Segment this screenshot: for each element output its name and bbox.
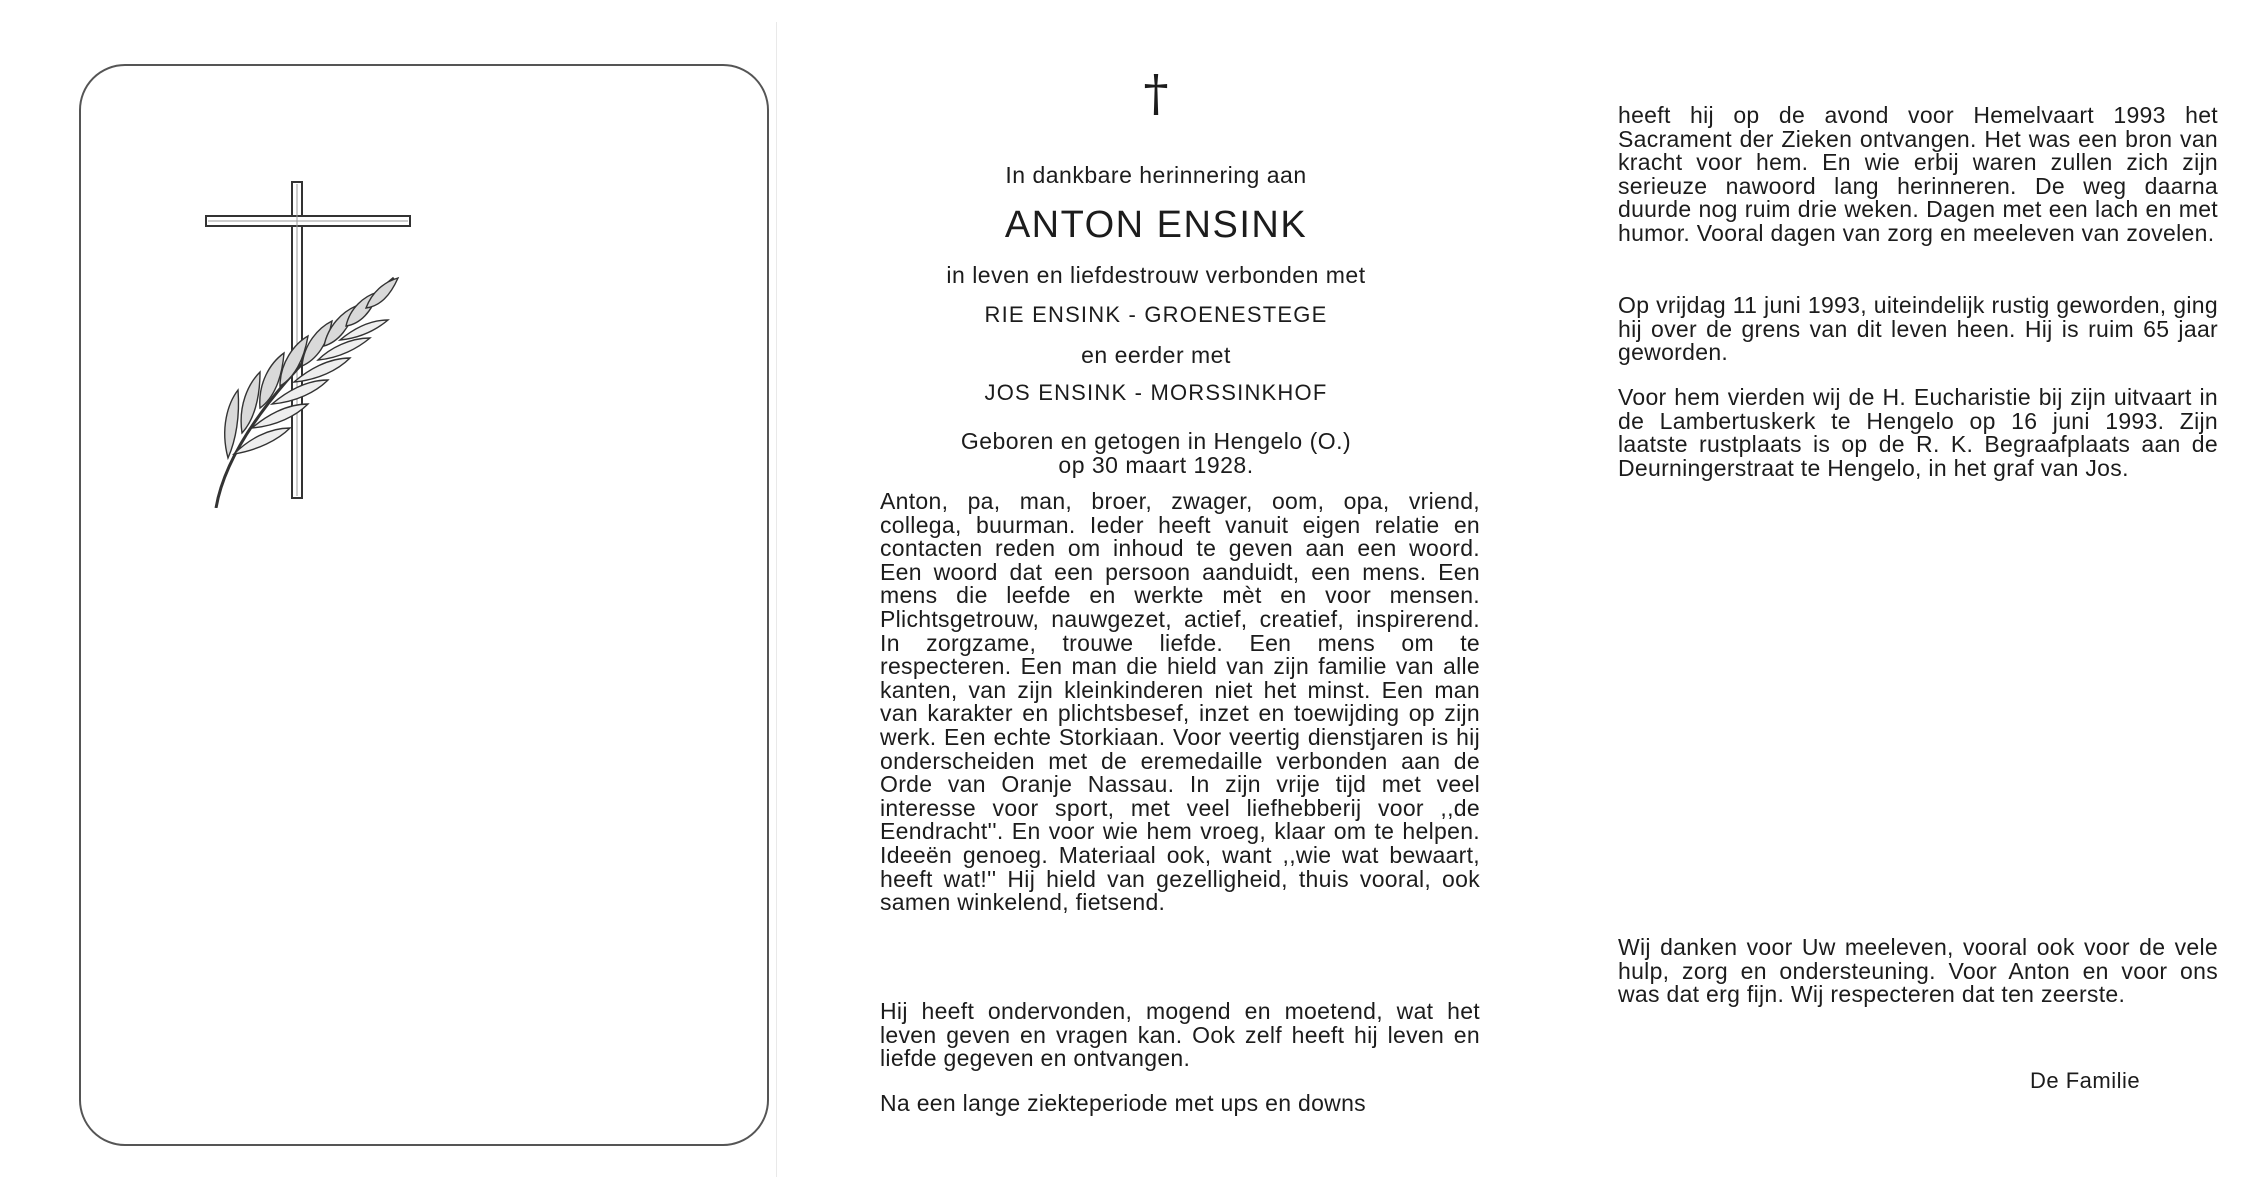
paragraph-life: Anton, pa, man, broer, zwager, oom, opa, vriend, collega, buurman. Ieder heeft vanuit eigen relatie en contacten reden om inhoud te geven aan een woord. Een woord dat een persoon aanduidt, een mens. Een mens die leefde en werkte mèt en voor mensen. Plichtsgetrouw, nauwgezet, actief, creatief, inspirerend. In zorgzame, trouwe liefde. Een mens om te respecteren. Een man die hield van zijn familie van alle kanten, van zijn kleinkinderen niet het minst. Een man van karakter en plichtsbesef, inzet en toewijding op zijn werk. Een echte Storkiaan. Voor veertig dienstjaren is hij onderscheiden met de eremedaille verbonden aan de Orde van Oranje Nassau. In zijn vrije tijd met veel interesse voor sport, met veel liefhebberij voor ,,de Eendracht''. En voor wie hem vroeg, klaar om te helpen. Ideeën genoeg. Materiaal ook, want ,,wie wat bewaart, heeft wat!'' Hij hield van gezelligheid, thuis vooral, ook samen winkelend, fietsend. [880,488,1480,916]
paragraph-funeral: Voor hem vierden wij de H. Eucharistie bij zijn uitvaart in de Lambertuskerk te Hengelo op 16 juni 1993. Zijn laatste rustplaats is op de R. K. Begraafplaats aan de Deurningerstraat te Hengelo, in het graf van Jos. [1618,384,2218,481]
cross-with-palm-branch-icon [168,158,418,508]
text-panel-right [1536,22,2254,1177]
paragraph-thanks: Wij danken voor Uw meeleven, vooral ook voor de vele hulp, zorg en ondersteuning. Voor Anton en voor ons was dat erg fijn. Wij respecteren dat ten zeerste. [1618,934,2218,1008]
paragraph-illness-continued: heeft hij op de avond voor Hemelvaart 1993 het Sacrament der Zieken ontvangen. Het was een bron van kracht voor hem. En wie erbij waren zullen zich zijn serieuze nawoord lang herinneren. De weg daarna duurde nog ruim drie weken. Dagen met een lach en met humor. Vooral dagen van zorg en meeleven van zovelen. [1618,102,2218,246]
born-line-1: Geboren en getogen in Hengelo (O.) [960,428,1352,454]
cover-panel [36,22,777,1177]
born-line-2: op 30 maart 1928. [1058,452,1254,478]
paragraph-passing: Op vrijdag 11 juni 1993, uiteindelijk rustig geworden, ging hij over de grens van dit leven heen. Hij is ruim 65 jaar geworden. [1618,292,2218,366]
text-panel-left [777,22,1535,1177]
signature: De Familie [2030,1068,2141,1093]
paragraph-illness-start: Na een lange ziekteperiode met ups en downs [880,1090,1366,1116]
intro-line: In dankbare herinnering aan [1005,162,1307,188]
dagger-cross-icon: † [1143,64,1169,122]
deceased-name: ANTON ENSINK [1004,204,1308,246]
spouse-name-2: JOS ENSINK - MORSSINKHOF [984,380,1328,405]
spouse-name-1: RIE ENSINK - GROENESTEGE [984,302,1328,327]
paragraph-experience: Hij heeft ondervonden, mogend en moetend, wat het leven geven en vragen kan. Ook zelf heeft hij leven en liefde gegeven en ontvangen. [880,998,1480,1072]
earlier-line: en eerder met [1081,342,1231,368]
married-line: in leven en liefdestrouw verbonden met [946,262,1366,288]
